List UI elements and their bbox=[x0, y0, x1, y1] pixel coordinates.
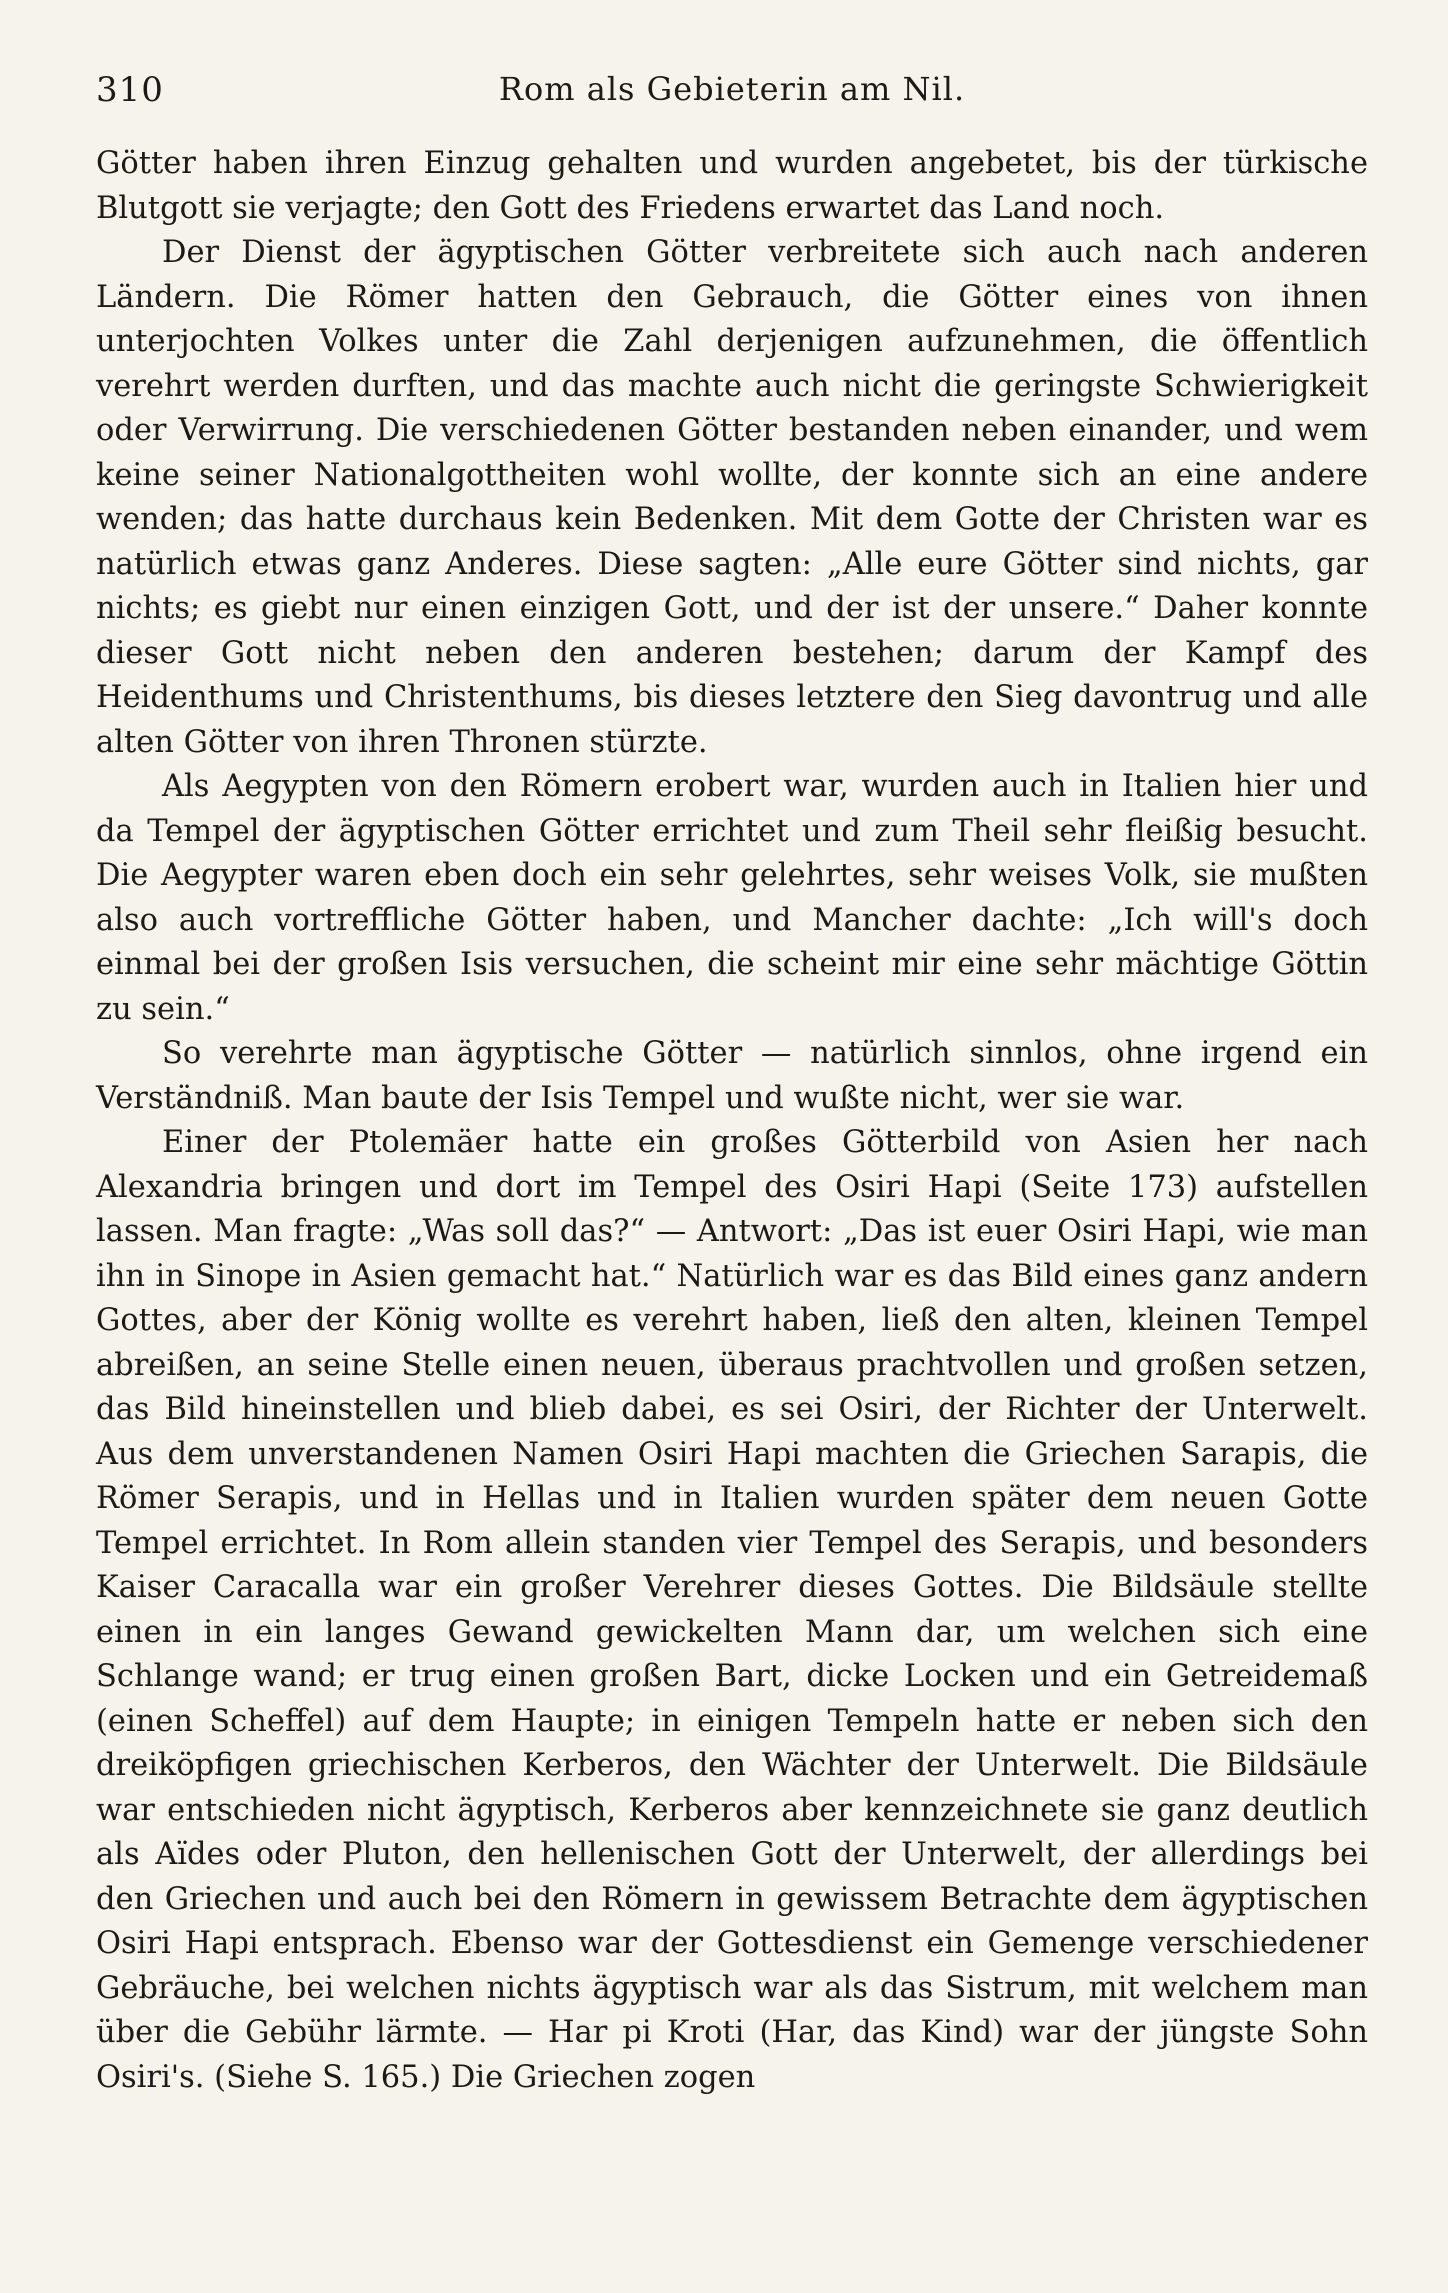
running-title: Rom als Gebieterin am Nil. bbox=[498, 70, 966, 108]
paragraph: So verehrte man ägyptische Götter — natürlich sinnlos, ohne irgend ein Verständniß. Man baute der Isis Tempel und wußte nicht, wer sie war. bbox=[96, 1036, 1368, 1116]
page-number: 310 bbox=[96, 70, 164, 110]
paragraph: Einer der Ptolemäer hatte ein großes Götterbild von Asien her nach Alexandria bringen und dort im Tempel des Osiri Hapi (Seite 173) aufstellen lassen. Man fragte: „Was soll das?“ — Antwort: „Das ist euer Osiri Hapi, wie man ihn in Sinope in Asien gemacht hat.“ Natürlich war es das Bild eines ganz andern Gottes, aber der König wollte es verehrt haben, ließ den alten, kleinen Tempel abreißen, an seine Stelle einen neuen, überaus prachtvollen und großen setzen, das Bild hineinstellen und blieb dabei, es sei Osiri, der Richter der Unterwelt. Aus dem unverstandenen Namen Osiri Hapi machten die Griechen Sarapis, die Römer Serapis, und in Hellas und in Italien wurden später dem neuen Gotte Tempel errichtet. In Rom allein standen vier Tempel des Serapis, und besonders Kaiser Caracalla war ein großer Verehrer dieses Gottes. Die Bildsäule stellte einen in ein langes Gewand gewickelten Mann dar, um welchen sich eine Schlange wand; er trug einen großen Bart, dicke Locken und ein Getreidemaß (einen Scheffel) auf dem Haupte; in einigen Tempeln hatte er neben sich den dreiköpfigen griechischen Kerberos, den Wächter der Unterwelt. Die Bildsäule war entschieden nicht ägyptisch, Kerberos aber kennzeichnete sie ganz deutlich als Aïdes oder Pluton, den hellenischen Gott der Unterwelt, der allerdings bei den Griechen und auch bei den Römern in gewissem Betrachte dem ägyptischen Osiri Hapi entsprach. Ebenso war der Gottesdienst ein Gemenge verschiedener Gebräuche, bei welchen nichts ägyptisch war als das Sistrum, mit welchem man über die Gebühr lärmte. — Har pi Kroti (Har, das Kind) war der jüngste Sohn Osiri's. (Siehe S. 165.) Die Griechen zogen bbox=[96, 1125, 1368, 2095]
running-head bbox=[96, 58, 1368, 118]
paragraph: Der Dienst der ägyptischen Götter verbreitete sich auch nach anderen Ländern. Die Römer hatten den Gebrauch, die Götter eines von ihnen unterjochten Volkes unter die Zahl derjenigen aufzunehmen, die öffentlich verehrt werden durften, und das machte auch nicht die geringste Schwierigkeit oder Verwirrung. Die verschiedenen Götter bestanden neben einander, und wem keine seiner Nationalgottheiten wohl wollte, der konnte sich an eine andere wenden; das hatte durchaus kein Bedenken. Mit dem Gotte der Christen war es natürlich etwas ganz Anderes. Diese sagten: „Alle eure Götter sind nichts, gar nichts; es giebt nur einen einzigen Gott, und der ist der unsere.“ Daher konnte dieser Gott nicht neben den anderen bestehen; darum der Kampf des Heidenthums und Christenthums, bis dieses letztere den Sieg davontrug und alle alten Götter von ihren Thronen stürzte. bbox=[96, 235, 1368, 760]
book-page bbox=[96, 58, 1368, 2238]
paragraph-continuation: Götter haben ihren Einzug gehalten und wurden angebetet, bis der türkische Blutgott sie verjagte; den Gott des Friedens erwartet das Land noch. bbox=[96, 146, 1368, 226]
paragraph: Als Aegypten von den Römern erobert war, wurden auch in Italien hier und da Tempel der ägyptischen Götter errichtet und zum Theil sehr fleißig besucht. Die Aegypter waren eben doch ein sehr gelehrtes, sehr weises Volk, sie mußten also auch vortreffliche Götter haben, und Mancher dachte: „Ich will's doch einmal bei der großen Isis versuchen, die scheint mir eine sehr mächtige Göttin zu sein.“ bbox=[96, 769, 1368, 1027]
body-text bbox=[96, 142, 1368, 2100]
